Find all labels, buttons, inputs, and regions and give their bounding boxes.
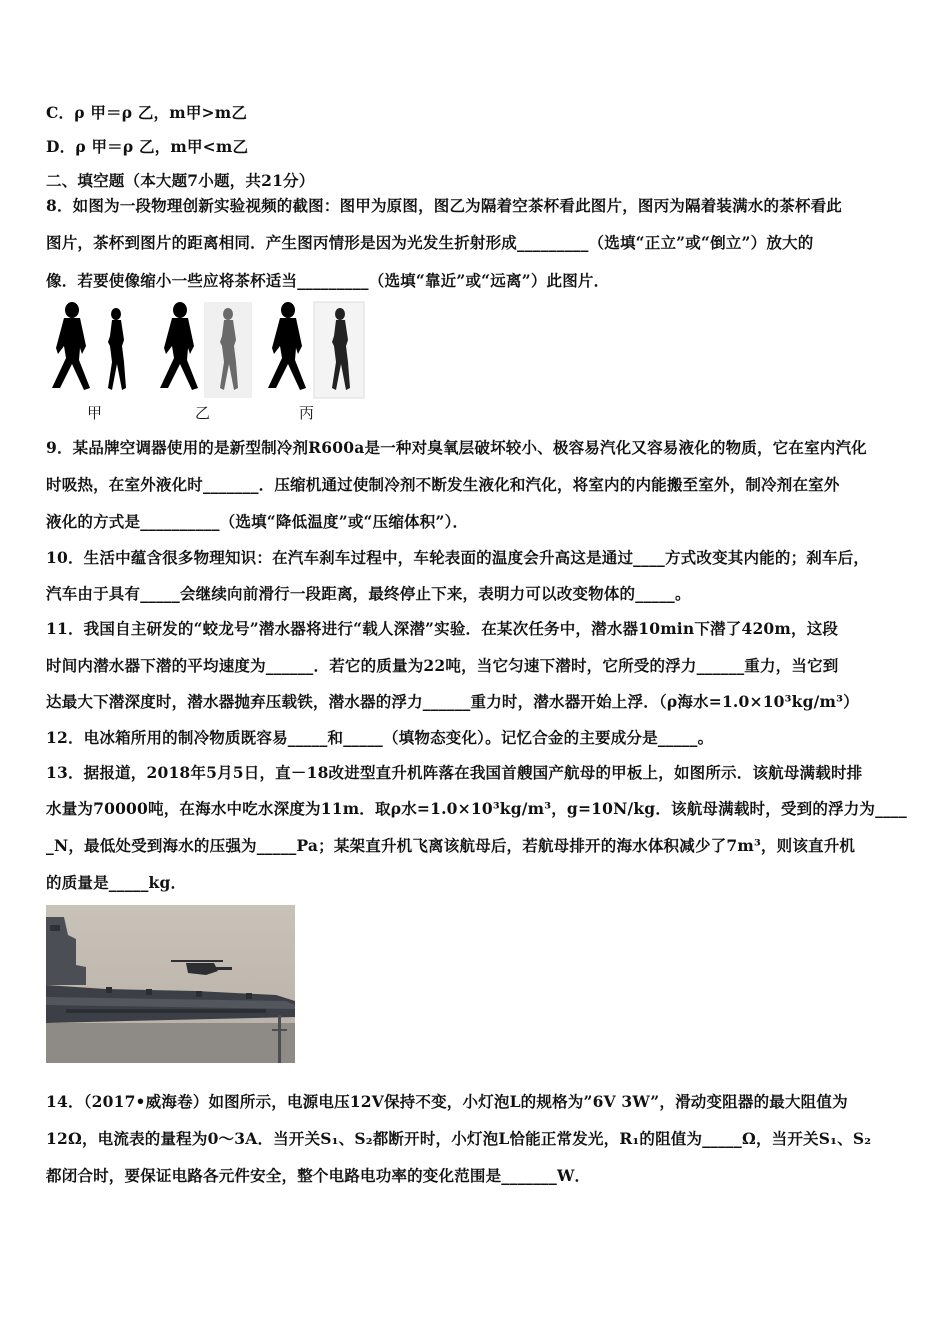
q8-line-2: 图片，茶杯到图片的距离相同．产生图丙情形是因为光发生折射形成_________（选填“正立”或“倒立”）放大的 — [46, 233, 814, 252]
q9-line-3: 液化的方式是__________（选填“降低温度”或“压缩体积”）． — [46, 512, 469, 531]
q11-line-3: 达最大下潜深度时，潜水器抛弃压载铁，潜水器的浮力______重力时，潜水器开始上浮．（ρ海水=1.0×10³kg/m³） — [46, 692, 859, 711]
figure-label-bing: 丙 — [299, 404, 315, 422]
figure-label-yi: 乙 — [195, 404, 211, 422]
figure-yi — [160, 302, 252, 398]
figure-label-jia: 甲 — [87, 404, 103, 422]
q13-line-4: 的质量是_____kg． — [46, 873, 187, 892]
q10-line-1: 10．生活中蕴含很多物理知识：在汽车刹车过程中，车轮表面的温度会升高这是通过____方式改变其内能的；刹车后， — [46, 548, 870, 567]
carrier-photo — [46, 905, 295, 1063]
q13-line-1: 13．据报道，2018年5月5日，直－18改进型直升机阵落在我国首艘国产航母的甲板上，如图所示．该航母满载时排 — [46, 763, 863, 782]
q8-line-3: 像．若要使像缩小一些应将茶杯适当_________（选填“靠近”或“远离”）此图片． — [46, 271, 610, 290]
q12-line-1: 12．电冰箱所用的制冷物质既容易_____和_____（填物态变化）。记忆合金的主要成分是_____。 — [46, 728, 714, 747]
section-heading: 二、填空题（本大题7小题，共21分） — [46, 171, 315, 190]
q11-line-2: 时间内潜水器下潜的平均速度为______．若它的质量为22吨，当它匀速下潜时，它所受的浮力______重力，当它到 — [46, 656, 839, 675]
q9-line-2: 时吸热，在室外液化时_______．压缩机通过使制冷剂不断发生液化和汽化，将室内的内能搬至室外，制冷剂在室外 — [46, 475, 840, 494]
q10-line-2: 汽车由于具有_____会继续向前滑行一段距离，最终停止下来，表明力可以改变物体的_____。 — [46, 584, 691, 603]
q14-line-3: 都闭合时，要保证电路各元件安全，整个电路电功率的变化范围是_______W． — [46, 1166, 591, 1185]
q14-line-2: 12Ω，电流表的量程为0～3A．当开关S₁、S₂都断开时，小灯泡L恰能正常发光，R₁的阻值为_____Ω，当开关S₁、S₂ — [46, 1129, 872, 1148]
figure-bing — [268, 302, 364, 398]
q9-line-1: 9．某品牌空调器使用的是新型制冷剂R600a是一种对臭氧层破坏较小、极容易汽化又容易液化的物质，它在室内汽化 — [46, 438, 867, 457]
q13-line-2: 水量为70000吨，在海水中吃水深度为11m．取ρ水=1.0×10³kg/m³，g=10N/kg．该航母满载时，受到的浮力为____ — [46, 799, 907, 818]
option-d: D．ρ 甲＝ρ 乙，m甲<m乙 — [46, 137, 249, 156]
q14-line-1: 14．（2017•威海卷）如图所示，电源电压12V保持不变，小灯泡L的规格为”6V 3W”，滑动变阻器的最大阻值为 — [46, 1092, 848, 1111]
figure-jia — [52, 302, 126, 390]
q13-line-3: _N，最低处受到海水的压强为_____Pa；某架直升机飞离该航母后，若航母排开的海水体积减少了7m³，则该直升机 — [46, 836, 856, 855]
q8-line-1: 8．如图为一段物理创新实验视频的截图：图甲为原图，图乙为隔着空茶杯看此图片，图丙为隔着装满水的茶杯看此 — [46, 196, 842, 215]
option-c: C．ρ 甲＝ρ 乙，m甲>m乙 — [46, 103, 248, 122]
q11-line-1: 11．我国自主研发的“蛟龙号”潜水器将进行“载人深潜”实验．在某次任务中，潜水器10min下潜了420m，这段 — [46, 619, 839, 638]
